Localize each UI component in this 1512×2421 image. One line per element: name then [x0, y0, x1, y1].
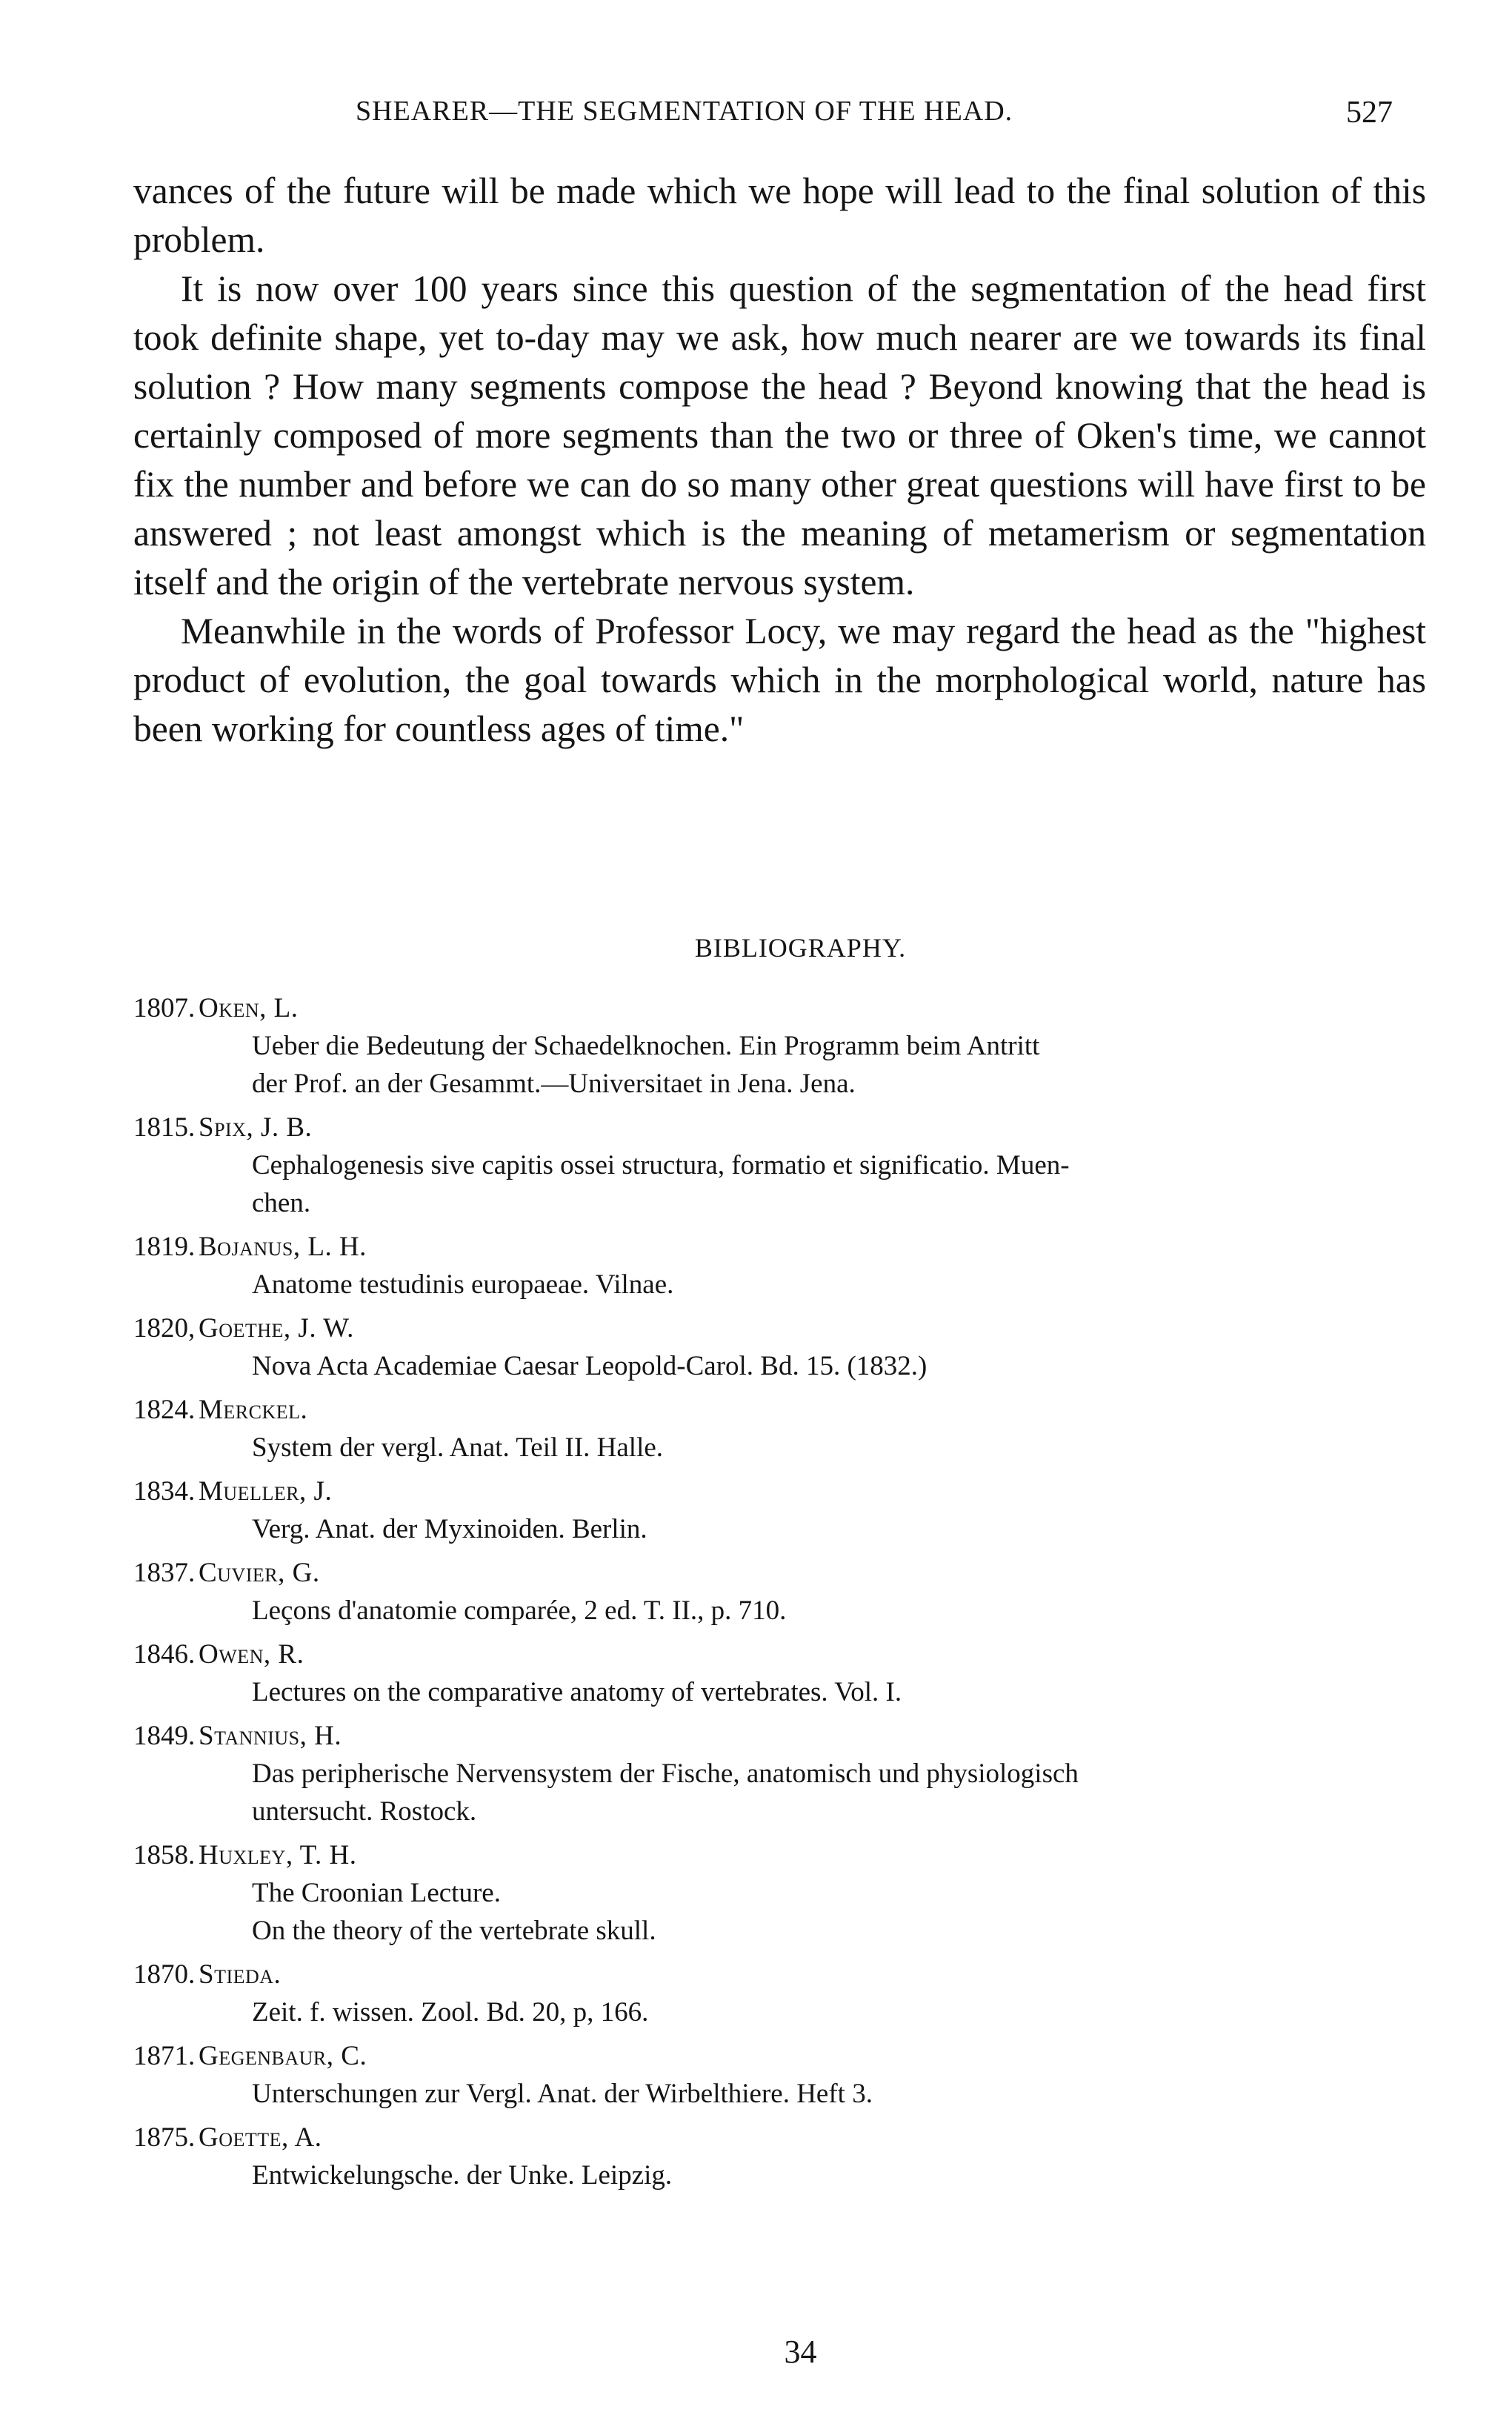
entry-title-line: Ueber die Bedeutung der Schaedelknochen. Ein Programm beim Antritt	[252, 1031, 1040, 1061]
entry-head	[133, 1109, 1445, 1146]
entry-head	[133, 1472, 1445, 1510]
bibliography-entry	[133, 1956, 1445, 2031]
entry-year: 1819.	[133, 1232, 196, 1262]
entry-year: 1824.	[133, 1395, 196, 1425]
entry-year: 1875.	[133, 2122, 196, 2153]
entry-title	[252, 1673, 1445, 1711]
bibliography-entry	[133, 989, 1445, 1103]
entry-title-line: The Croonian Lecture.	[252, 1878, 501, 1908]
entry-title-line: Zeit. f. wissen. Zool. Bd. 20, p, 166.	[252, 1997, 649, 2028]
entry-title	[252, 1347, 1445, 1385]
bibliography-entry	[133, 1109, 1445, 1222]
entry-title	[252, 1755, 1445, 1830]
entry-author: Huxley, T. H.	[199, 1840, 357, 1870]
entry-title	[252, 1266, 1445, 1304]
entry-author: Goette, A.	[199, 2122, 322, 2153]
running-title: SHEARER—THE SEGMENTATION OF THE HEAD.	[356, 96, 1013, 127]
signature-mark: 34	[784, 2334, 817, 2370]
entry-head	[133, 1391, 1445, 1429]
entry-author: Stannius, H.	[199, 1721, 342, 1751]
bibliography-entry	[133, 1309, 1445, 1385]
entry-title-line: Cephalogenesis sive capitis ossei structura, formatio et significatio. Muen-	[252, 1150, 1070, 1180]
entry-author: Stieda.	[199, 1959, 282, 1990]
entry-head	[133, 1635, 1445, 1673]
entry-title	[252, 1429, 1445, 1467]
entry-author: Mueller, J.	[199, 1476, 333, 1507]
entry-author: Merckel.	[199, 1395, 308, 1425]
bibliography-entry	[133, 1717, 1445, 1830]
bibliography-entry	[133, 1472, 1445, 1548]
entry-head	[133, 2119, 1445, 2156]
entry-head	[133, 1554, 1445, 1592]
entry-author: Oken, L.	[199, 993, 299, 1023]
entry-head	[133, 1309, 1445, 1347]
bibliography-entry	[133, 1836, 1445, 1950]
entry-title-line: der Prof. an der Gesammt.—Universitaet in Jena. Jena.	[252, 1069, 856, 1099]
bibliography-entry	[133, 1391, 1445, 1467]
entry-title	[252, 1874, 1445, 1950]
entry-title-line: On the theory of the vertebrate skull.	[252, 1916, 656, 1946]
entry-year: 1870.	[133, 1959, 196, 1990]
entry-title-line: Entwickelungsche. der Unke. Leipzig.	[252, 2160, 673, 2191]
entry-head	[133, 989, 1445, 1027]
entry-author: Spix, J. B.	[199, 1112, 313, 1143]
entry-title	[252, 2075, 1445, 2113]
entry-title-line: untersucht. Rostock.	[252, 1796, 477, 1827]
entry-title	[252, 1146, 1445, 1222]
entry-author: Goethe, J. W.	[199, 1313, 354, 1344]
entry-title-line: Leçons d'anatomie comparée, 2 ed. T. II., p. 710.	[252, 1595, 787, 1626]
page-number: 527	[1346, 96, 1393, 130]
entry-year: 1807.	[133, 993, 196, 1023]
entry-title-line: chen.	[252, 1188, 311, 1218]
entry-year: 1834.	[133, 1476, 196, 1507]
entry-title	[252, 1993, 1445, 2031]
entry-title-line: System der vergl. Anat. Teil II. Halle.	[252, 1432, 664, 1463]
entry-head	[133, 2037, 1445, 2075]
bibliography-heading: BIBLIOGRAPHY.	[694, 933, 907, 963]
entry-head	[133, 1836, 1445, 1874]
entry-year: 1858.	[133, 1840, 196, 1870]
entry-title	[252, 1510, 1445, 1548]
entry-head	[133, 1956, 1445, 1993]
entry-title-line: Verg. Anat. der Myxinoiden. Berlin.	[252, 1514, 647, 1544]
entry-author: Owen, R.	[199, 1639, 304, 1670]
entry-year: 1871.	[133, 2041, 196, 2071]
entry-title-line: Anatome testudinis europaeae. Vilnae.	[252, 1269, 674, 1300]
entry-head	[133, 1717, 1445, 1755]
entry-year: 1837.	[133, 1558, 196, 1588]
entry-author: Cuvier, G.	[199, 1558, 320, 1588]
entry-title	[252, 2156, 1445, 2194]
paragraph: It is now over 100 years since this question of the segmentation of the head first took definite shape, yet to-day may we ask, how much nearer are we towards its final solution ? How many segments compose the head ? Beyond knowing that the head is certainly composed of more segments than the two or three of Oken's time, we cannot fix the number and before we can do so many other great questions will have first to be answered ; not least amongst which is the meaning of metamerism or segmentation itself and the origin of the vertebrate nervous system.	[133, 268, 1426, 602]
entry-title-line: Unterschungen zur Vergl. Anat. der Wirbelthiere. Heft 3.	[252, 2079, 873, 2109]
entry-author: Gegenbaur, C.	[199, 2041, 367, 2071]
entry-head	[133, 1228, 1445, 1266]
entry-title	[252, 1592, 1445, 1630]
entry-title-line: Das peripherische Nervensystem der Fische, anatomisch und physiologisch	[252, 1759, 1079, 1789]
bibliography-entry	[133, 2119, 1445, 2194]
entry-title-line: Nova Acta Academiae Caesar Leopold-Carol. Bd. 15. (1832.)	[252, 1351, 927, 1381]
running-head	[133, 95, 1393, 139]
entry-title-line: Lectures on the comparative anatomy of vertebrates. Vol. I.	[252, 1677, 902, 1707]
bibliography-entry	[133, 1635, 1445, 1711]
paragraph: Meanwhile in the words of Professor Locy, we may regard the head as the "highest product of evolution, the goal towards which in the morphological world, nature has been working for countless ages of time."	[133, 611, 1426, 749]
entry-year: 1846.	[133, 1639, 196, 1670]
bibliography-entry	[133, 2037, 1445, 2113]
bibliography-entry	[133, 1554, 1445, 1630]
paragraph: vances of the future will be made which we hope will lead to the final solution of this problem.	[133, 170, 1426, 260]
entry-title	[252, 1027, 1445, 1103]
entry-year: 1820,	[133, 1313, 196, 1344]
bibliography-entry	[133, 1228, 1445, 1304]
bibliography-list	[133, 989, 1445, 2200]
entry-year: 1815.	[133, 1112, 196, 1143]
entry-year: 1849.	[133, 1721, 196, 1751]
body-text	[133, 167, 1426, 754]
entry-author: Bojanus, L. H.	[199, 1232, 367, 1262]
